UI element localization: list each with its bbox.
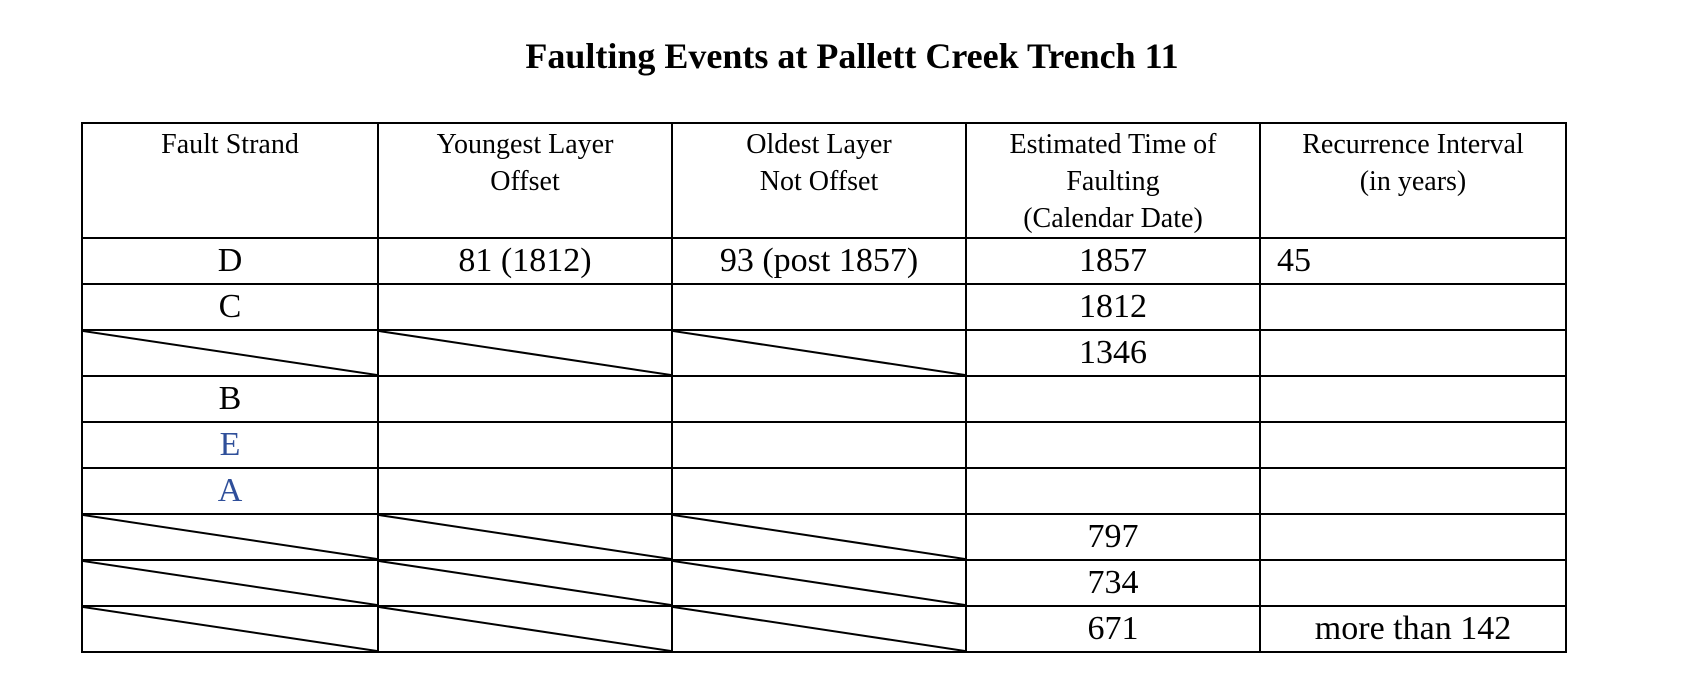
cell-youngest-layer-text	[379, 377, 671, 379]
header-recurrence-interval: Recurrence Interval (in years)	[1260, 123, 1566, 238]
diagonal-strike-line	[673, 561, 965, 605]
header-youngest-layer-offset: Youngest Layer Offset	[378, 123, 672, 238]
cell-oldest-layer-text: 93 (post 1857)	[719, 242, 919, 279]
cell-youngest-layer-text	[379, 423, 671, 425]
cell-oldest-layer-text	[673, 469, 965, 471]
cell-recurrence-interval	[1260, 284, 1566, 330]
cell-youngest-layer	[378, 560, 672, 606]
diagonal-strike-line	[83, 515, 377, 559]
cell-youngest-layer-text	[379, 285, 671, 287]
cell-fault-strand-text: A	[217, 472, 243, 509]
diagonal-strike-line	[83, 561, 377, 605]
cell-youngest-layer-text: 81 (1812)	[458, 242, 592, 279]
table-header-row	[82, 123, 1566, 238]
cell-youngest-layer	[378, 330, 672, 376]
cell-recurrence-interval-text: more than 142	[1314, 610, 1512, 647]
cell-fault-strand	[82, 606, 378, 652]
cell-fault-strand-text	[83, 331, 377, 333]
cell-youngest-layer-text	[379, 331, 671, 333]
cell-fault-strand-text: B	[218, 380, 242, 417]
cell-recurrence-interval-text: 45	[1277, 242, 1311, 279]
diagonal-strike-line	[673, 515, 965, 559]
cell-estimated-time-text: 1812	[1079, 288, 1147, 325]
cell-estimated-time-text: 797	[1087, 518, 1139, 555]
cell-recurrence-interval-text	[1277, 469, 1565, 471]
cell-oldest-layer-text	[673, 423, 965, 425]
cell-oldest-layer	[672, 514, 966, 560]
cell-fault-strand	[82, 238, 378, 284]
cell-estimated-time-text	[967, 377, 1259, 379]
cell-recurrence-interval	[1260, 560, 1566, 606]
faulting-events-table	[81, 122, 1567, 653]
cell-youngest-layer-text	[379, 515, 671, 517]
cell-estimated-time-text: 671	[1087, 610, 1139, 647]
cell-fault-strand-text: C	[218, 288, 242, 325]
header-estimated-time: Estimated Time of Faulting (Calendar Date)	[966, 123, 1260, 238]
cell-recurrence-interval	[1260, 514, 1566, 560]
table-row	[82, 606, 1566, 652]
cell-youngest-layer-text	[379, 469, 671, 471]
cell-recurrence-interval	[1260, 468, 1566, 514]
cell-oldest-layer-text	[673, 561, 965, 563]
cell-oldest-layer-text	[673, 515, 965, 517]
cell-fault-strand	[82, 514, 378, 560]
diagonal-strike-line	[83, 331, 377, 375]
cell-recurrence-interval-text	[1277, 423, 1565, 425]
cell-fault-strand	[82, 284, 378, 330]
cell-oldest-layer	[672, 606, 966, 652]
cell-estimated-time	[966, 238, 1260, 284]
cell-fault-strand	[82, 376, 378, 422]
cell-recurrence-interval	[1260, 238, 1566, 284]
cell-fault-strand	[82, 422, 378, 468]
table-row	[82, 468, 1566, 514]
page-title: Faulting Events at Pallett Creek Trench 11	[525, 36, 1179, 76]
cell-recurrence-interval	[1260, 606, 1566, 652]
cell-youngest-layer	[378, 238, 672, 284]
table-body	[82, 238, 1566, 652]
cell-estimated-time	[966, 422, 1260, 468]
table-row	[82, 238, 1566, 284]
table-row	[82, 376, 1566, 422]
cell-fault-strand-text	[83, 515, 377, 517]
cell-youngest-layer	[378, 514, 672, 560]
cell-fault-strand-text: E	[219, 426, 241, 463]
cell-fault-strand	[82, 560, 378, 606]
diagonal-strike-line	[673, 331, 965, 375]
cell-estimated-time-text: 734	[1087, 564, 1139, 601]
cell-recurrence-interval-text	[1277, 331, 1565, 333]
cell-estimated-time-text: 1857	[1079, 242, 1147, 279]
cell-estimated-time-text	[967, 423, 1259, 425]
cell-estimated-time	[966, 330, 1260, 376]
table-row	[82, 514, 1566, 560]
cell-oldest-layer-text	[673, 285, 965, 287]
cell-recurrence-interval	[1260, 422, 1566, 468]
cell-youngest-layer	[378, 468, 672, 514]
cell-youngest-layer	[378, 284, 672, 330]
cell-estimated-time	[966, 560, 1260, 606]
cell-recurrence-interval-text	[1277, 561, 1565, 563]
cell-oldest-layer	[672, 284, 966, 330]
diagonal-strike-line	[379, 331, 671, 375]
cell-fault-strand-text	[83, 561, 377, 563]
cell-oldest-layer	[672, 330, 966, 376]
cell-oldest-layer-text	[673, 331, 965, 333]
cell-recurrence-interval	[1260, 376, 1566, 422]
diagonal-strike-line	[379, 561, 671, 605]
cell-youngest-layer-text	[379, 607, 671, 609]
cell-recurrence-interval-text	[1277, 515, 1565, 517]
diagonal-strike-line	[83, 607, 377, 651]
diagonal-strike-line	[673, 607, 965, 651]
cell-fault-strand	[82, 468, 378, 514]
diagonal-strike-line	[379, 515, 671, 559]
cell-estimated-time-text	[967, 469, 1259, 471]
cell-estimated-time	[966, 376, 1260, 422]
cell-youngest-layer-text	[379, 561, 671, 563]
cell-oldest-layer	[672, 560, 966, 606]
cell-estimated-time	[966, 606, 1260, 652]
cell-fault-strand-text: D	[217, 242, 243, 279]
cell-oldest-layer	[672, 238, 966, 284]
cell-oldest-layer-text	[673, 607, 965, 609]
header-fault-strand: Fault Strand	[82, 123, 378, 238]
diagonal-strike-line	[379, 607, 671, 651]
table-row	[82, 330, 1566, 376]
cell-recurrence-interval-text	[1277, 377, 1565, 379]
cell-oldest-layer-text	[673, 377, 965, 379]
cell-estimated-time	[966, 284, 1260, 330]
cell-youngest-layer	[378, 422, 672, 468]
cell-oldest-layer	[672, 422, 966, 468]
table-row	[82, 284, 1566, 330]
cell-fault-strand-text	[83, 607, 377, 609]
header-oldest-layer-not-offset: Oldest Layer Not Offset	[672, 123, 966, 238]
cell-fault-strand	[82, 330, 378, 376]
cell-estimated-time	[966, 514, 1260, 560]
cell-youngest-layer	[378, 606, 672, 652]
cell-oldest-layer	[672, 468, 966, 514]
cell-recurrence-interval	[1260, 330, 1566, 376]
table-row	[82, 560, 1566, 606]
cell-oldest-layer	[672, 376, 966, 422]
cell-estimated-time-text: 1346	[1079, 334, 1147, 371]
cell-youngest-layer	[378, 376, 672, 422]
cell-recurrence-interval-text	[1277, 285, 1565, 287]
cell-estimated-time	[966, 468, 1260, 514]
table-row	[82, 422, 1566, 468]
